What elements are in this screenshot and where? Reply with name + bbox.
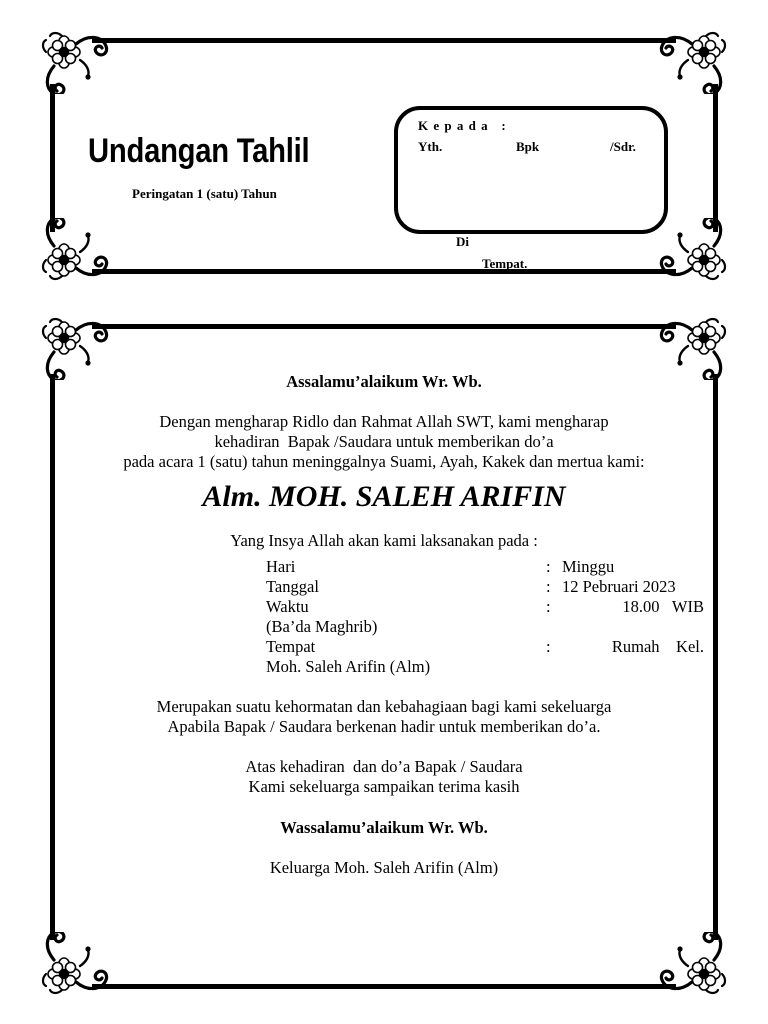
- schedule-value: Minggu: [562, 557, 615, 576]
- closing-2-line-1: Atas kehadiran dan do’a Bapak / Saudara: [245, 757, 523, 776]
- schedule-colon: :: [546, 577, 551, 596]
- greeting: Assalamu’alaikum Wr. Wb.: [286, 372, 482, 391]
- address-kepada: K e p a d a :: [418, 118, 507, 133]
- schedule-row-hari: [266, 557, 704, 577]
- closing-1-line-1: Merupakan suatu kehormatan dan kebahagiaan bagi kami sekeluarga: [156, 697, 612, 716]
- schedule-value: [562, 597, 704, 617]
- intro-line-3: pada acara 1 (satu) tahun meninggalnya Suami, Ayah, Kakek dan mertua kami:: [123, 452, 645, 471]
- signature: Keluarga Moh. Saleh Arifin (Alm): [269, 858, 499, 877]
- schedule-value: [562, 637, 704, 657]
- floral-corner-ornament-icon: [656, 932, 728, 996]
- top-card-border-left: [50, 84, 55, 232]
- tempat-value-b: Kel.: [676, 637, 704, 656]
- invitation-border-left: [50, 374, 55, 940]
- intro-line-1: Dengan mengharap Ridlo dan Rahmat Allah SWT, kami mengharap: [159, 412, 609, 431]
- top-card-border-bottom: [92, 269, 676, 274]
- schedule-label: Tanggal: [266, 577, 319, 596]
- invitation-border-top: [92, 324, 676, 329]
- invitation-title: Undangan Tahlil: [88, 132, 310, 170]
- closing-1-line-2: Apabila Bapak / Saudara berkenan hadir untuk memberikan do’a.: [167, 717, 601, 736]
- floral-corner-ornament-icon: [40, 218, 112, 282]
- invitation-border-bottom: [92, 984, 676, 989]
- address-yth: Yth.: [418, 139, 443, 154]
- schedule-label: Hari: [266, 557, 296, 576]
- farewell: Wassalamu’alaikum Wr. Wb.: [280, 818, 488, 837]
- waktu-continuation: (Ba’da Maghrib): [266, 617, 378, 636]
- intro-line-2: kehadiran Bapak /Saudara untuk memberikan do’a: [214, 432, 554, 451]
- tempat-value-a: Rumah: [611, 637, 660, 656]
- address-bpk: Bpk: [516, 139, 540, 154]
- schedule-row-tempat: [266, 637, 704, 657]
- address-di: Di: [456, 234, 469, 249]
- invitation-subtitle: Peringatan 1 (satu) Tahun: [132, 186, 277, 201]
- schedule-row-waktu: [266, 597, 704, 617]
- schedule-colon: :: [546, 637, 551, 656]
- invitation-border-right: [713, 374, 718, 940]
- top-card-border-right: [713, 84, 718, 232]
- waktu-time: 18.00: [622, 597, 660, 616]
- deceased-name: Alm. MOH. SALEH ARIFIN: [202, 480, 566, 513]
- schedule-colon: :: [546, 597, 551, 616]
- floral-corner-ornament-icon: [40, 30, 112, 94]
- floral-corner-ornament-icon: [40, 932, 112, 996]
- schedule-label: Waktu: [266, 597, 309, 616]
- schedule-intro: Yang Insya Allah akan kami laksanakan pada :: [230, 531, 538, 550]
- closing-2-line-2: Kami sekeluarga sampaikan terima kasih: [248, 777, 520, 796]
- tempat-continuation: Moh. Saleh Arifin (Alm): [266, 657, 431, 676]
- floral-corner-ornament-icon: [40, 316, 112, 380]
- top-card-border-top: [92, 38, 676, 43]
- schedule-colon: :: [546, 557, 551, 576]
- floral-corner-ornament-icon: [656, 218, 728, 282]
- floral-corner-ornament-icon: [656, 30, 728, 94]
- address-sdr: /Sdr.: [610, 139, 636, 154]
- address-tempat: Tempat.: [482, 256, 528, 271]
- schedule-value: 12 Pebruari 2023: [562, 577, 676, 596]
- schedule-label: Tempat: [266, 637, 316, 656]
- floral-corner-ornament-icon: [656, 316, 728, 380]
- schedule-row-tanggal: [266, 577, 704, 597]
- waktu-zone: WIB: [671, 597, 704, 616]
